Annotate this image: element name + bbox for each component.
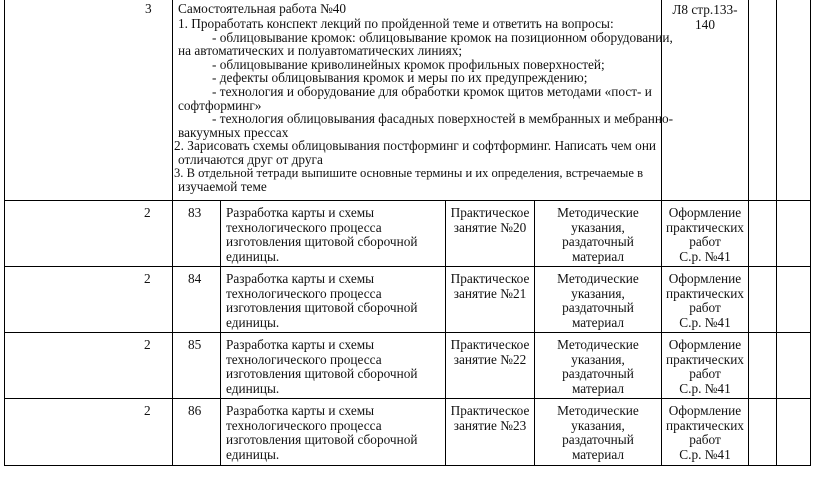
row-topic-line: Разработка карты и схемы [226, 205, 375, 220]
row-divider [4, 266, 811, 267]
task-line: на автоматических и полуавтоматических линиях; [178, 43, 463, 59]
row-materials-line: материал [571, 248, 624, 264]
row-materials-line: указания, [571, 219, 625, 235]
row-type-line: Практическое [450, 337, 530, 352]
row-materials-line: Методические [557, 403, 639, 418]
row-topic-line: изготовления щитовой сборочной [226, 234, 418, 249]
row-topic-line: технологического процесса [226, 417, 382, 433]
task-line: вакуумных прессах [178, 124, 289, 140]
task-line: - облицовывание криволинейных кромок профильных поверхностей; [212, 56, 605, 72]
row-materials-line: материал [571, 314, 624, 330]
row-hours: 2 [144, 271, 151, 286]
row-lesson-number: 83 [188, 205, 202, 220]
row-materials-line: указания, [571, 285, 625, 301]
task-line: софтформинг» [178, 97, 262, 113]
row-result-line: Оформление [668, 271, 742, 286]
row-topic-line: изготовления щитовой сборочной [226, 432, 418, 447]
row-hours: 2 [144, 205, 151, 220]
row-type-line: Практическое [450, 403, 530, 418]
row-result-line: С.р. №41 [679, 314, 731, 330]
row-materials-line: указания, [571, 417, 625, 433]
row-type-line: Практическое [450, 205, 530, 220]
row-result-line: Оформление [668, 403, 742, 418]
task-line: изучаемой теме [178, 179, 267, 195]
task-line: отличаются друг от друга [178, 152, 323, 167]
row-result-line: Оформление [668, 337, 742, 352]
row-topic-line: Разработка карты и схемы [226, 337, 375, 352]
row-result-line: работ [689, 300, 721, 315]
row-lesson-number: 86 [188, 403, 202, 418]
task-line: - технология и оборудование для обработки кромок щитов методами «пост- и [212, 84, 652, 99]
row-result-line: практических [666, 219, 744, 235]
task-line: - дефекты облицовывания кромок и меры по их предупреждению; [212, 70, 588, 86]
row-topic-line: Разработка карты и схемы [226, 403, 375, 418]
row-materials-line: Методические [557, 271, 639, 286]
row-topic-line: технологического процесса [226, 219, 382, 235]
row-divider [4, 332, 811, 333]
row-lesson-number: 84 [188, 271, 202, 286]
task-line: 3. В отдельной тетради выпишите основные термины и их определения, встречаемые в [174, 165, 644, 180]
task-line: 1. Проработать конспект лекций по пройденной теме и ответить на вопросы: [178, 16, 614, 31]
task-line: 2. Зарисовать схемы облицовывания постформинг и софтформинг. Написать чем они [174, 138, 657, 154]
table-border-left [4, 0, 5, 466]
row-type-line: Практическое [450, 271, 530, 286]
top-row-number: 3 [145, 1, 152, 16]
row-result-line: С.р. №41 [679, 248, 731, 264]
row-topic-line: технологического процесса [226, 351, 382, 367]
row-type-line: занятие №20 [453, 219, 527, 235]
row-materials-line: раздаточный [562, 432, 634, 447]
table-col-divider [776, 0, 777, 466]
row-result-line: работ [689, 432, 721, 447]
row-result-line: Оформление [668, 205, 742, 220]
row-topic-line: единицы. [226, 314, 280, 330]
row-topic-line: изготовления щитовой сборочной [226, 300, 418, 315]
row-materials-line: раздаточный [562, 234, 634, 249]
row-result-line: работ [689, 234, 721, 249]
row-materials-line: материал [571, 446, 624, 462]
row-materials-line: раздаточный [562, 366, 634, 381]
table-border-right [810, 0, 811, 466]
row-materials-line: указания, [571, 351, 625, 367]
top-row-title: Самостоятельная работа №40 [178, 1, 347, 16]
row-materials-line: материал [571, 380, 624, 396]
row-hours: 2 [144, 337, 151, 352]
row-topic-line: Разработка карты и схемы [226, 271, 375, 286]
row-materials-line: раздаточный [562, 300, 634, 315]
row-topic-line: технологического процесса [226, 285, 382, 301]
row-result-line: практических [666, 417, 744, 433]
row-hours: 2 [144, 403, 151, 418]
task-line: - технология облицовывания фасадных поверхностей в мембранных и мебранно- [212, 111, 674, 127]
row-divider [4, 398, 811, 399]
top-row-reference: Л8 стр.133- [672, 2, 738, 17]
table-border-bottom [4, 465, 811, 466]
task-line: - облицовывание кромок: облицовывание кромок на позиционном оборудовании, [212, 29, 673, 45]
row-type-line: занятие №21 [453, 285, 527, 301]
row-topic-line: единицы. [226, 380, 280, 396]
row-topic-line: изготовления щитовой сборочной [226, 366, 418, 381]
row-topic-line: единицы. [226, 446, 280, 462]
table-col-divider [748, 0, 749, 466]
table-col-divider [220, 200, 221, 466]
row-result-line: С.р. №41 [679, 380, 731, 396]
row-materials-line: Методические [557, 337, 639, 352]
row-result-line: практических [666, 351, 744, 367]
top-row-reference-pages: 140 [695, 17, 715, 32]
table-col-divider [172, 0, 173, 466]
row-result-line: практических [666, 285, 744, 301]
row-type-line: занятие №23 [453, 417, 527, 433]
row-result-line: работ [689, 366, 721, 381]
row-result-line: С.р. №41 [679, 446, 731, 462]
row-materials-line: Методические [557, 205, 639, 220]
row-lesson-number: 85 [188, 337, 202, 352]
row-divider [4, 200, 811, 201]
row-topic-line: единицы. [226, 248, 280, 264]
row-type-line: занятие №22 [453, 351, 527, 367]
